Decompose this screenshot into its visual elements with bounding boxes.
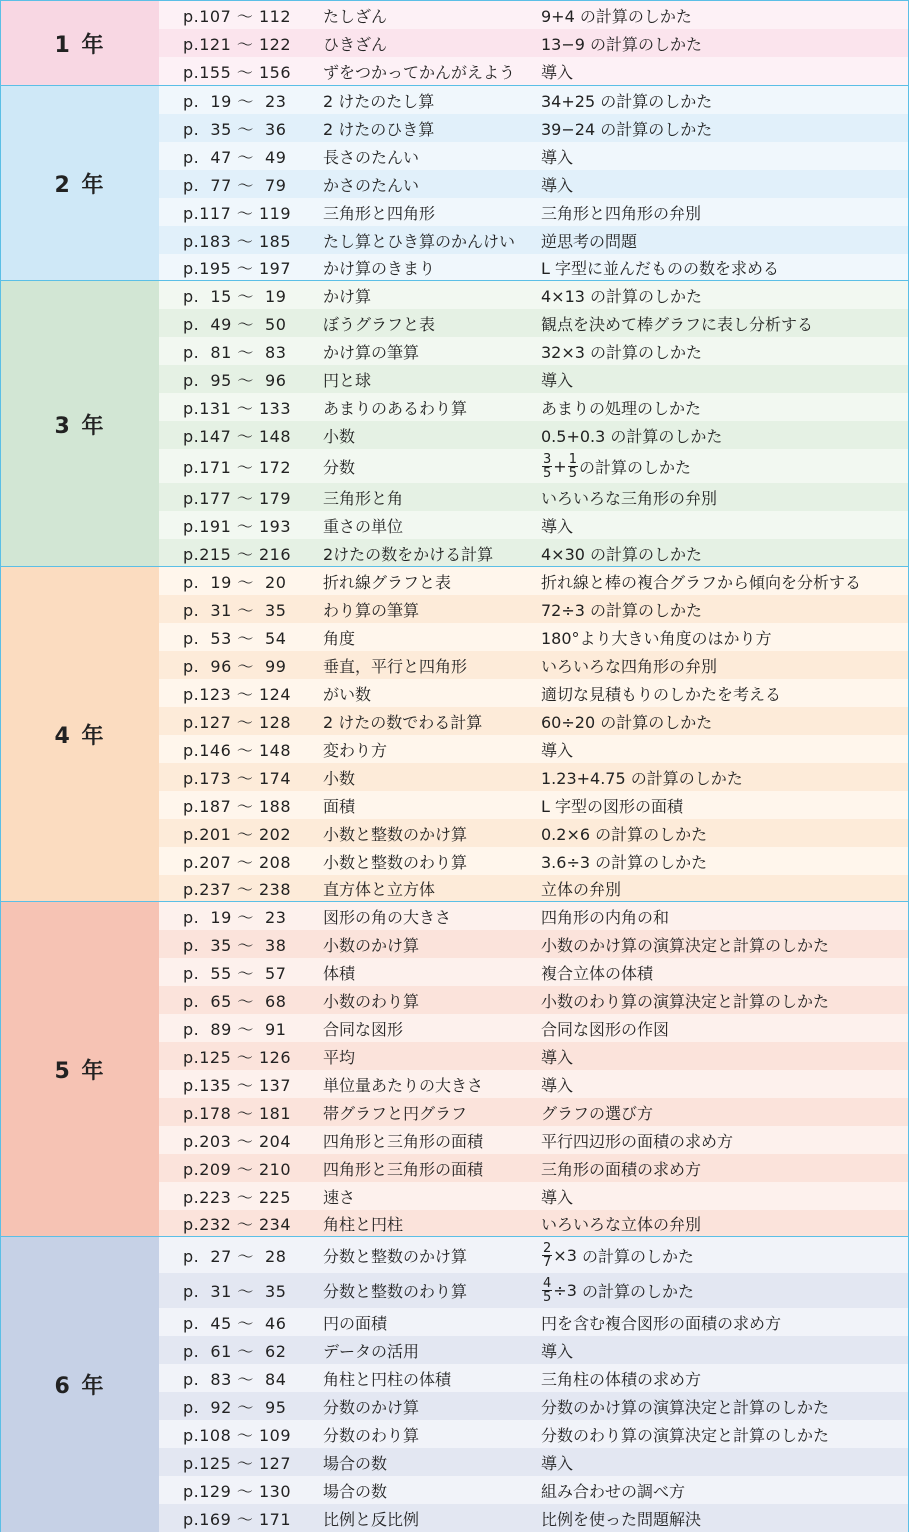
unit-name: 四角形と三角形の面積	[323, 1131, 484, 1151]
unit-name: 円と球	[323, 370, 372, 390]
lesson-content: 複合立体の体積	[541, 963, 654, 983]
lesson-content: 34+25 の計算のしかた	[541, 91, 713, 111]
page-range: p.171 ～ 172	[183, 457, 291, 477]
table-row	[159, 1504, 908, 1532]
unit-name: 重さの単位	[323, 516, 404, 536]
lesson-content	[541, 449, 691, 483]
table-row	[159, 1392, 908, 1420]
lesson-content: 9+4 の計算のしかた	[541, 6, 692, 26]
lesson-content: 小数のわり算の演算決定と計算のしかた	[541, 991, 830, 1011]
lesson-content: 分数のわり算の演算決定と計算のしかた	[541, 1425, 830, 1445]
table-row	[159, 337, 908, 365]
table-row	[159, 679, 908, 707]
page-range: p.129 ～ 130	[183, 1481, 291, 1501]
fraction	[542, 1277, 552, 1304]
lesson-content: 平行四辺形の面積の求め方	[541, 1131, 734, 1151]
lesson-content: 円を含む複合図形の面積の求め方	[541, 1313, 782, 1333]
lesson-content: あまりの処理のしかた	[541, 398, 702, 418]
page-range: p. 49 ～ 50	[183, 314, 287, 334]
fraction	[542, 1242, 552, 1269]
lesson-content: 導入	[541, 1453, 574, 1473]
table-row	[159, 198, 908, 226]
lesson-content: 39−24 の計算のしかた	[541, 119, 713, 139]
unit-name: かけ算	[323, 286, 372, 306]
unit-name: データの活用	[323, 1341, 420, 1361]
table-row	[159, 567, 908, 595]
grade-section	[1, 1, 908, 85]
table-row	[159, 511, 908, 539]
lesson-content: 三角形と四角形の弁別	[541, 203, 702, 223]
unit-name: 折れ線グラフと表	[323, 572, 452, 592]
lesson-content: 導入	[541, 175, 574, 195]
page-range: p. 19 ～ 20	[183, 572, 287, 592]
table-row	[159, 449, 908, 483]
lesson-content: L 字型に並んだものの数を求める	[541, 259, 780, 278]
lesson-content: 32×3 の計算のしかた	[541, 342, 703, 362]
grade-label: 3 年	[1, 281, 159, 567]
fraction-numerator: 3	[543, 451, 552, 467]
table-row	[159, 1126, 908, 1154]
unit-name: 角度	[323, 628, 356, 648]
grade-section	[1, 566, 908, 902]
page-range: p.183 ～ 185	[183, 231, 291, 251]
grade-label: 1 年	[1, 1, 159, 85]
grade-label: 4 年	[1, 567, 159, 902]
lesson-content: 60÷20 の計算のしかた	[541, 712, 713, 732]
table-row	[159, 1098, 908, 1126]
page-range: p.178 ～ 181	[183, 1103, 291, 1123]
page-range: p. 15 ～ 19	[183, 286, 287, 306]
page-range: p. 89 ～ 91	[183, 1019, 287, 1039]
fraction-numerator: 1	[568, 451, 577, 467]
unit-name: 分数と整数のかけ算	[323, 1246, 468, 1266]
lesson-content: 組み合わせの調べ方	[541, 1481, 686, 1501]
unit-name: 小数	[323, 768, 356, 788]
table-row	[159, 29, 908, 57]
lesson-content: 導入	[541, 1075, 574, 1095]
unit-name: ひきざん	[323, 34, 388, 54]
fraction	[568, 453, 578, 480]
unit-name: 平均	[323, 1047, 356, 1067]
unit-name: 小数のかけ算	[323, 935, 420, 955]
page-range: p. 31 ～ 35	[183, 600, 287, 620]
lesson-content: 立体の弁別	[541, 880, 622, 899]
page-range: p. 53 ～ 54	[183, 628, 287, 648]
page-range: p.121 ～ 122	[183, 34, 291, 54]
page-range: p.191 ～ 193	[183, 516, 291, 536]
page-range: p.207 ～ 208	[183, 852, 291, 872]
table-row	[159, 986, 908, 1014]
table-row	[159, 483, 908, 511]
table-row	[159, 1154, 908, 1182]
operator: ÷3	[553, 1281, 577, 1300]
table-row	[159, 281, 908, 309]
page-range: p. 95 ～ 96	[183, 370, 287, 390]
unit-name: 2 けたの数でわる計算	[323, 712, 483, 732]
lesson-content: 導入	[541, 62, 574, 82]
lesson-content	[541, 1273, 694, 1308]
grade-section	[1, 280, 908, 567]
page-range: p.107 ～ 112	[183, 6, 291, 26]
lesson-content: いろいろな三角形の弁別	[541, 488, 718, 508]
lesson-content: 逆思考の問題	[541, 231, 638, 251]
unit-name: 速さ	[323, 1187, 356, 1207]
unit-name: ぼうグラフと表	[323, 314, 436, 334]
fraction-numerator: 4	[543, 1276, 552, 1291]
page-range: p.209 ～ 210	[183, 1159, 291, 1179]
unit-name: かけ算の筆算	[323, 342, 420, 362]
table-row	[159, 902, 908, 930]
table-row	[159, 226, 908, 254]
unit-name: 三角形と四角形	[323, 203, 436, 223]
lesson-content: 0.2×6 の計算のしかた	[541, 824, 708, 844]
table-row	[159, 819, 908, 847]
page-range: p.237 ～ 238	[183, 880, 291, 899]
page-range: p.177 ～ 179	[183, 488, 291, 508]
page-range: p. 31 ～ 35	[183, 1282, 287, 1301]
unit-name: ずをつかってかんがえよう	[323, 62, 516, 82]
table-row	[159, 1210, 908, 1237]
unit-name: 四角形と三角形の面積	[323, 1159, 484, 1179]
lesson-content: 13−9 の計算のしかた	[541, 34, 703, 54]
unit-name: わり算の筆算	[323, 600, 420, 620]
fraction-denominator: 5	[568, 465, 577, 481]
page-range: p. 19 ～ 23	[183, 907, 287, 927]
unit-name: 直方体と立方体	[323, 880, 436, 899]
page-range: p. 92 ～ 95	[183, 1397, 287, 1417]
unit-name: 2けたの数をかける計算	[323, 544, 494, 564]
unit-name: 2 けたのたし算	[323, 91, 435, 111]
lesson-content: 4×13 の計算のしかた	[541, 286, 703, 306]
page-range: p.123 ～ 124	[183, 684, 291, 704]
page-range: p. 47 ～ 49	[183, 147, 287, 167]
unit-name: 三角形と角	[323, 488, 404, 508]
page-range: p.125 ～ 126	[183, 1047, 291, 1067]
page-range: p.108 ～ 109	[183, 1425, 291, 1445]
table-row	[159, 651, 908, 679]
table-row	[159, 595, 908, 623]
fraction-numerator: 2	[543, 1240, 552, 1256]
unit-name: 角柱と円柱の体積	[323, 1369, 452, 1389]
unit-name: 図形の角の大きさ	[323, 907, 452, 927]
grade-label: 5 年	[1, 902, 159, 1237]
lesson-content: 1.23+4.75 の計算のしかた	[541, 768, 743, 788]
grade-label: 6 年	[1, 1237, 159, 1532]
page-range: p.117 ～ 119	[183, 203, 291, 223]
table-row	[159, 847, 908, 875]
page-range: p. 77 ～ 79	[183, 175, 287, 195]
page-range: p.125 ～ 127	[183, 1453, 291, 1473]
lesson-content: 三角柱の体積の求め方	[541, 1369, 702, 1389]
unit-name: 小数と整数のかけ算	[323, 824, 468, 844]
lesson-content: 72÷3 の計算のしかた	[541, 600, 703, 620]
page-range: p. 19 ～ 23	[183, 91, 287, 111]
unit-name: かけ算のきまり	[323, 259, 436, 278]
lesson-content: 分数のかけ算の演算決定と計算のしかた	[541, 1397, 830, 1417]
unit-name: 比例と反比例	[323, 1509, 420, 1529]
unit-name: 変わり方	[323, 740, 388, 760]
page-range: p.127 ～ 128	[183, 712, 291, 732]
unit-name: 分数	[323, 457, 356, 477]
unit-name: 面積	[323, 796, 356, 816]
grade-label: 2 年	[1, 86, 159, 281]
unit-name: かさのたんい	[323, 175, 420, 195]
page-range: p. 96 ～ 99	[183, 656, 287, 676]
lesson-content: 観点を決めて棒グラフに表し分析する	[541, 314, 814, 334]
table-row	[159, 170, 908, 198]
operator: ×3	[553, 1245, 577, 1265]
unit-name: 帯グラフと円グラフ	[323, 1103, 468, 1123]
table-row	[159, 791, 908, 819]
table-row	[159, 1070, 908, 1098]
page-range: p.169 ～ 171	[183, 1509, 291, 1529]
page-range: p.187 ～ 188	[183, 796, 291, 816]
table-row	[159, 930, 908, 958]
lesson-content: 四角形の内角の和	[541, 907, 670, 927]
lesson-content	[541, 1237, 694, 1273]
table-row	[159, 763, 908, 791]
table-row	[159, 1182, 908, 1210]
lesson-content: 適切な見積もりのしかたを考える	[541, 684, 782, 704]
operator: +	[553, 456, 567, 476]
table-row	[159, 1014, 908, 1042]
page-range: p. 35 ～ 38	[183, 935, 287, 955]
page-range: p. 83 ～ 84	[183, 1369, 287, 1389]
page-range: p.146 ～ 148	[183, 740, 291, 760]
page-range: p. 65 ～ 68	[183, 991, 287, 1011]
table-row	[159, 1448, 908, 1476]
table-row	[159, 114, 908, 142]
page-range: p.131 ～ 133	[183, 398, 291, 418]
page-range: p.135 ～ 137	[183, 1075, 291, 1095]
fraction-denominator: 7	[543, 1254, 552, 1270]
lesson-content: いろいろな立体の弁別	[541, 1215, 702, 1234]
unit-name: 体積	[323, 963, 356, 983]
table-row	[159, 735, 908, 763]
lesson-content: L 字型の図形の面積	[541, 796, 684, 816]
table-row	[159, 1336, 908, 1364]
lesson-content: 導入	[541, 740, 574, 760]
fraction	[542, 453, 552, 480]
unit-name: たしざん	[323, 6, 388, 26]
lesson-content: 導入	[541, 1187, 574, 1207]
lesson-content: 4×30 の計算のしかた	[541, 544, 703, 564]
page-range: p. 81 ～ 83	[183, 342, 287, 362]
unit-name: 2 けたのひき算	[323, 119, 435, 139]
table-row	[159, 875, 908, 902]
unit-name: 場合の数	[323, 1453, 388, 1473]
lesson-content: いろいろな四角形の弁別	[541, 656, 718, 676]
table-row	[159, 86, 908, 114]
page-range: p. 55 ～ 57	[183, 963, 287, 983]
page-range: p.203 ～ 204	[183, 1131, 291, 1151]
lesson-content: 導入	[541, 1047, 574, 1067]
table-row	[159, 1420, 908, 1448]
lesson-content: 小数のかけ算の演算決定と計算のしかた	[541, 935, 830, 955]
unit-name: 小数のわり算	[323, 991, 420, 1011]
unit-name: 長さのたんい	[323, 147, 420, 167]
unit-name: 分数のわり算	[323, 1425, 420, 1445]
lesson-content: 三角形の面積の求め方	[541, 1159, 702, 1179]
table-row	[159, 1273, 908, 1308]
unit-name: 小数	[323, 426, 356, 446]
unit-name: 単位量あたりの大きさ	[323, 1075, 484, 1095]
table-row	[159, 1042, 908, 1070]
table-row	[159, 57, 908, 85]
table-row	[159, 1364, 908, 1392]
unit-name: 角柱と円柱	[323, 1215, 404, 1234]
table-row	[159, 1, 908, 29]
content-tail: の計算のしかた	[576, 1282, 694, 1301]
unit-name: 垂直，平行と四角形	[323, 656, 468, 676]
table-row	[159, 958, 908, 986]
fraction-denominator: 5	[543, 1290, 552, 1305]
page-range: p. 27 ～ 28	[183, 1246, 287, 1266]
grade-section	[1, 901, 908, 1237]
page-range: p.173 ～ 174	[183, 768, 291, 788]
table-row	[159, 365, 908, 393]
lesson-content: 導入	[541, 516, 574, 536]
lesson-content: 3.6÷3 の計算のしかた	[541, 852, 708, 872]
unit-name: 場合の数	[323, 1481, 388, 1501]
lesson-content: 折れ線と棒の複合グラフから傾向を分析する	[541, 572, 862, 592]
table-row	[159, 309, 908, 337]
lesson-content: 比例を使った問題解決	[541, 1509, 702, 1529]
table-row	[159, 1237, 908, 1273]
lesson-content: 合同な図形の作図	[541, 1019, 670, 1039]
table-row	[159, 623, 908, 651]
unit-name: 円の面積	[323, 1313, 388, 1333]
table-row	[159, 539, 908, 567]
table-row	[159, 254, 908, 281]
page-range: p. 61 ～ 62	[183, 1341, 287, 1361]
grade-section	[1, 85, 908, 281]
unit-name: がい数	[323, 684, 372, 704]
table-row	[159, 1308, 908, 1336]
unit-name: 合同な図形	[323, 1019, 404, 1039]
unit-name: たし算とひき算のかんけい	[323, 231, 516, 251]
unit-name: 分数のかけ算	[323, 1397, 420, 1417]
lesson-content: 導入	[541, 147, 574, 167]
lesson-content: 0.5+0.3 の計算のしかた	[541, 426, 723, 446]
page-range: p. 35 ～ 36	[183, 119, 287, 139]
page-range: p.195 ～ 197	[183, 259, 291, 278]
table-row	[159, 142, 908, 170]
table-row	[159, 421, 908, 449]
table-row	[159, 393, 908, 421]
page-range: p.223 ～ 225	[183, 1187, 291, 1207]
unit-name: 小数と整数のわり算	[323, 852, 468, 872]
page-range: p.201 ～ 202	[183, 824, 291, 844]
content-tail: の計算のしかた	[578, 457, 691, 477]
page-range: p.147 ～ 148	[183, 426, 291, 446]
unit-name: 分数と整数のわり算	[323, 1282, 468, 1301]
table-row	[159, 707, 908, 735]
lesson-content: 180°より大きい角度のはかり方	[541, 628, 772, 648]
page-range: p.155 ～ 156	[183, 62, 291, 82]
grade-section	[1, 1236, 908, 1532]
page-range: p. 45 ～ 46	[183, 1313, 287, 1333]
lesson-content: 導入	[541, 370, 574, 390]
lesson-content: グラフの選び方	[541, 1103, 654, 1123]
fraction-denominator: 5	[543, 465, 552, 481]
page-range: p.232 ～ 234	[183, 1215, 291, 1234]
table-row	[159, 1476, 908, 1504]
page-range: p.215 ～ 216	[183, 544, 291, 564]
content-tail: の計算のしかた	[576, 1246, 694, 1266]
unit-name: あまりのあるわり算	[323, 398, 468, 418]
lesson-content: 導入	[541, 1341, 574, 1361]
